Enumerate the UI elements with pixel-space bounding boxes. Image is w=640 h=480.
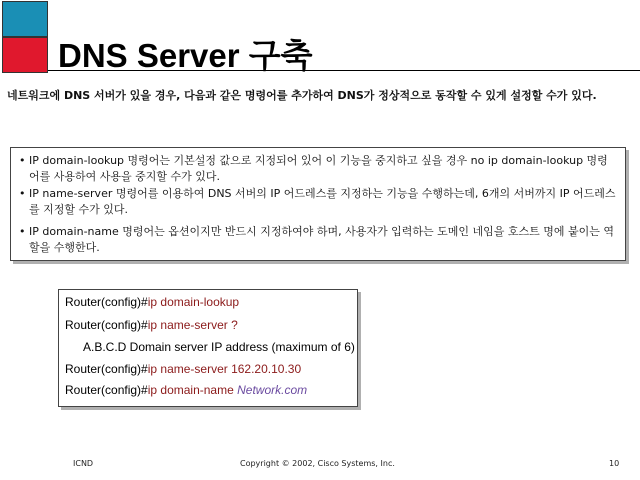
command-line-domain-lookup <box>65 295 239 309</box>
command-prompt: Router(config)# <box>65 318 148 332</box>
decorative-square-red <box>2 37 48 73</box>
command-help-output: A.B.C.D Domain server IP address (maximum of 6) <box>83 340 355 354</box>
command-text: ip domain-lookup <box>147 295 240 309</box>
command-prompt: Router(config)# <box>65 295 148 309</box>
footer-copyright: Copyright © 2002, Cisco Systems, Inc. <box>240 459 395 468</box>
command-prompt: Router(config)# <box>65 383 148 397</box>
page-title: DNS Server 구축 <box>58 37 313 74</box>
command-line-name-server-help <box>65 318 238 332</box>
command-text: ip domain-name <box>147 383 234 397</box>
bullet-symbol: • <box>19 225 26 238</box>
command-line-domain-name <box>65 383 307 397</box>
bullet-symbol: • <box>19 154 26 167</box>
command-text: ip name-server 162.20.10.30 <box>147 362 302 376</box>
bullet-text: IP domain-lookup 명령어는 기본설정 값으로 지정되어 있어 이 기능을 중지하고 싶을 경우 no ip domain-lookup 명령어를 사용하여 사용을 중지할 수가 있다. <box>29 154 608 183</box>
command-line-name-server <box>65 362 301 376</box>
bullet-item <box>19 224 617 256</box>
bullet-item <box>19 186 617 218</box>
bullet-symbol: • <box>19 187 26 200</box>
bullet-box <box>10 147 626 261</box>
command-text: ip name-server ? <box>147 318 238 332</box>
bullet-item <box>19 153 617 185</box>
footer-course-code: ICND <box>73 459 94 468</box>
domain-name-value: Network.com <box>237 383 308 397</box>
intro-paragraph: 네트워크에 DNS 서버가 있을 경우, 다음과 같은 명령어를 추가하여 DNS가 정상적으로 동작할 수 있게 설정할 수가 있다. <box>7 89 597 102</box>
command-box <box>58 289 358 407</box>
footer-page-number: 10 <box>609 459 620 468</box>
bullet-text: IP domain-name 명령어는 옵션이지만 반드시 지정하여야 하며, 사용자가 입력하는 도메인 네임을 호스트 명에 붙이는 역할을 수행한다. <box>29 225 614 254</box>
command-prompt: Router(config)# <box>65 362 148 376</box>
bullet-text: IP name-server 명령어를 이용하여 DNS 서버의 IP 어드레스를 지정하는 기능을 수행하는데, 6개의 서버까지 IP 어드레스를 지정할 수가 있다. <box>29 187 616 216</box>
decorative-square-blue <box>2 1 48 37</box>
